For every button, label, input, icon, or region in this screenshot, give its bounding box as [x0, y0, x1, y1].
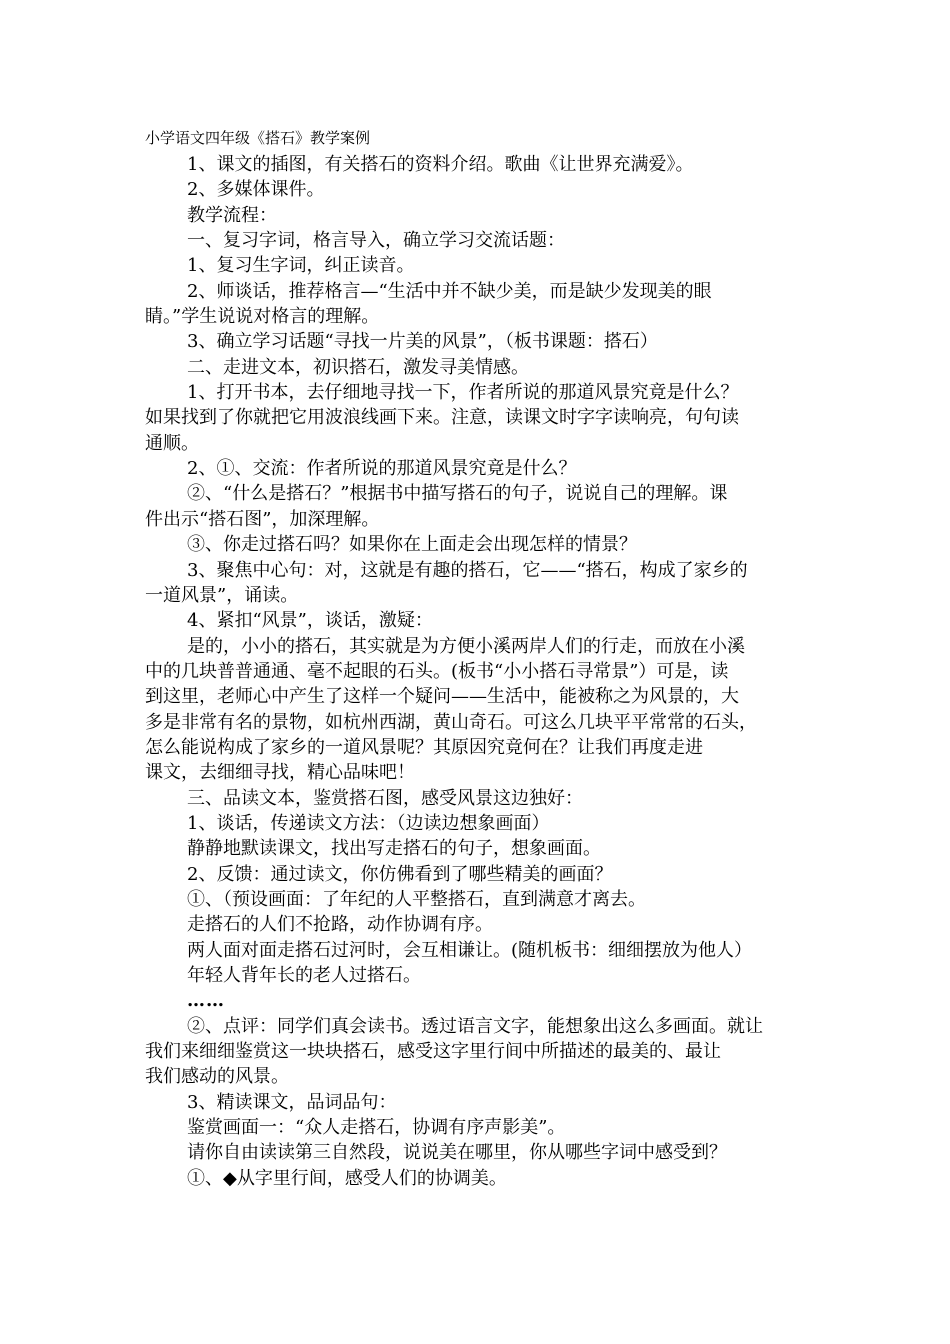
- ellipsis: ……: [187, 990, 225, 1012]
- text-line: 我们来细细鉴赏这一块块搭石，感受这字里行间中所描述的最美的、最让: [145, 1041, 721, 1063]
- document-body: [145, 152, 825, 1191]
- text-line: 多是非常有名的景物，如杭州西湖，黄山奇石。可这么几块平平常常的石头，: [145, 711, 757, 733]
- text-line: 2、①、交流：作者所说的那道风景究竟是什么？: [187, 458, 577, 480]
- text-line: 睛。”学生说说对格言的理解。: [145, 306, 380, 328]
- text-line: ③、你走过搭石吗？如果你在上面走会出现怎样的情景？: [187, 534, 637, 556]
- text-line: 3、精读课文，品词品句：: [187, 1091, 397, 1113]
- text-line: ②、“什么是搭石？”根据书中描写搭石的句子，说说自己的理解。课: [187, 483, 728, 505]
- text-line: ①、◆从字里行间，感受人们的协调美。: [187, 1167, 507, 1189]
- section-heading: 三、品读文本，鉴赏搭石图，感受风景这边独好：: [187, 787, 583, 809]
- text-line: 2、多媒体课件。: [187, 179, 325, 201]
- text-line: 教学流程：: [187, 204, 277, 226]
- text-line: 3、聚焦中心句：对，这就是有趣的搭石，它——“搭石，构成了家乡的: [187, 559, 748, 581]
- text-line: 件出示“搭石图”，加深理解。: [145, 508, 380, 530]
- text-line: 1、谈话，传递读文方法：（边读边想象画面）: [187, 812, 550, 834]
- text-line: 1、复习生字词，纠正读音。: [187, 255, 415, 277]
- text-line: 请你自由读读第三自然段，说说美在哪里，你从哪些字词中感受到？: [187, 1142, 727, 1164]
- text-line: 中的几块普普通通、毫不起眼的石头。(板书“小小搭石寻常景”）可是，读: [145, 660, 729, 682]
- text-line: 走搭石的人们不抢路，动作协调有序。: [187, 914, 493, 936]
- text-line: 通顺。: [145, 432, 199, 454]
- text-line: 一道风景”，诵读。: [145, 584, 299, 606]
- text-line: 是的，小小的搭石，其实就是为方便小溪两岸人们的行走，而放在小溪: [187, 635, 745, 657]
- text-line: 静静地默读课文，找出写走搭石的句子，想象画面。: [187, 838, 601, 860]
- text-line: 到这里，老师心中产生了这样一个疑问——生活中，能被称之为风景的，大: [145, 686, 739, 708]
- text-line: ②、点评：同学们真会读书。透过语言文字，能想象出这么多画面。就让: [187, 1015, 763, 1037]
- text-line: ①、（预设画面：了年纪的人平整搭石，直到满意才离去。: [187, 888, 646, 910]
- text-line: 1、课文的插图，有关搭石的资料介绍。歌曲《让世界充满爱》。: [187, 154, 694, 175]
- text-line: 4、紧扣“风景”，谈话，激疑：: [187, 610, 433, 632]
- section-heading: 一、复习字词，格言导入，确立学习交流话题：: [187, 230, 565, 252]
- text-line: 我们感动的风景。: [145, 1066, 289, 1088]
- text-line: 1、打开书本，去仔细地寻找一下，作者所说的那道风景究竟是什么？: [187, 382, 739, 404]
- text-line: 2、反馈：通过读文，你仿佛看到了哪些精美的画面？: [187, 863, 613, 885]
- text-line: 两人面对面走搭石过河时，会互相谦让。(随机板书：细细摆放为他人）: [187, 939, 753, 961]
- text-line: 年轻人背年长的老人过搭石。: [187, 965, 421, 986]
- text-line: 3、确立学习话题“寻找一片美的风景”，（板书课题：搭石）: [187, 331, 658, 353]
- text-line: 鉴赏画面一：“众人走搭石，协调有序声影美”。: [187, 1117, 566, 1139]
- text-line: 2、师谈话，推荐格言—“生活中并不缺少美，而是缺少发现美的眼: [187, 280, 712, 302]
- document-title: 小学语文四年级《搭石》教学案例: [145, 129, 371, 147]
- text-line: 课文，去细细寻找，精心品味吧！: [145, 762, 415, 784]
- text-line: 如果找到了你就把它用波浪线画下来。注意，读课文时字字读响亮，句句读: [145, 407, 739, 429]
- text-line: 怎么能说构成了家乡的一道风景呢？其原因究竟何在？让我们再度走进: [145, 736, 703, 758]
- section-heading: 二、走进文本，初识搭石，激发寻美情感。: [187, 356, 529, 378]
